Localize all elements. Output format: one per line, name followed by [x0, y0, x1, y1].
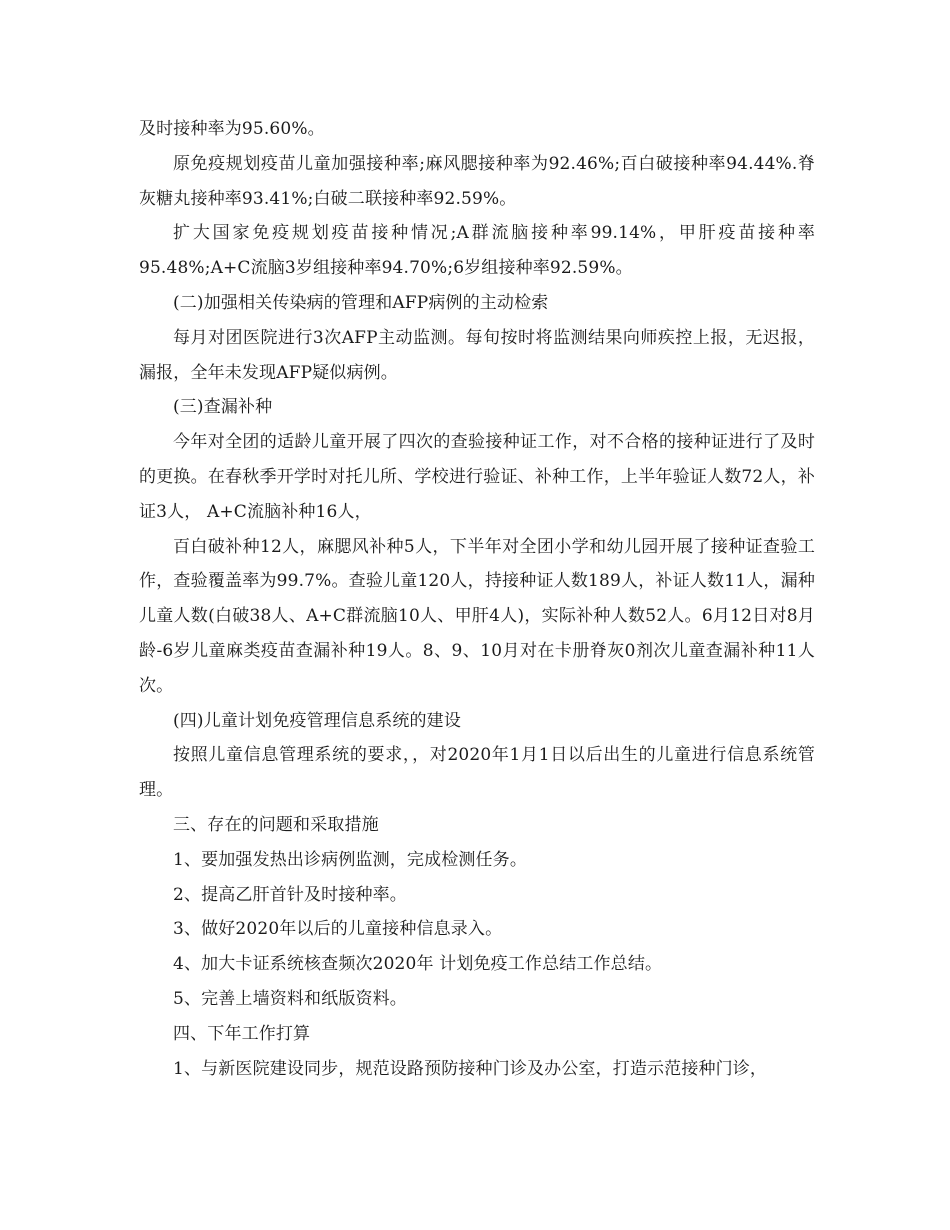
- list-item-problem-1: 1、要加强发热出诊病例监测，完成检测任务。: [173, 849, 527, 870]
- paragraph-catch-up-details: 百白破补种12人，麻腮风补种5人，下半年对全团小学和幼儿园开展了接种证查验工作，查验覆盖率为99.7%。查验儿童120人，持接种证人数189人，补证人数11人，漏种儿童人数(白破38人、A+C群流脑10人、甲肝4人)，实际补种人数52人。6月12日对8月龄-6岁儿童麻类疫苗查漏补种19人。8、9、10月对在卡册脊灰0剂次儿童查漏补种11人次。: [139, 536, 815, 696]
- list-item-problem-4: 4、加大卡证系统核查频次2020年 计划免疫工作总结工作总结。: [173, 954, 663, 975]
- paragraph-afp-monitoring: 每月对团医院进行3次AFP主动监测。每旬按时将监测结果向师疾控上报，无迟报，漏报，全年未发现AFP疑似病例。: [139, 327, 815, 383]
- section-heading-catch-up: (三)查漏补种: [173, 397, 273, 418]
- paragraph-original-vaccine-rates: 原免疫规划疫苗儿童加强接种率;麻风腮接种率为92.46%;百白破接种率94.44%.脊灰糖丸接种率93.41%;白破二联接种率92.59%。: [139, 153, 815, 209]
- paragraph-certificate-check: 今年对全团的适龄儿童开展了四次的查验接种证工作，对不合格的接种证进行了及时的更换。在春秋季开学时对托儿所、学校进行验证、补种工作，上半年验证人数72人，补证3人， A+C流脑补种16人，: [139, 432, 815, 522]
- section-heading-info-system: (四)儿童计划免疫管理信息系统的建设: [173, 710, 461, 731]
- document-body: [139, 112, 815, 1086]
- paragraph-expanded-vaccine-rates: 扩大国家免疫规划疫苗接种情况;A群流脑接种率99.14%，甲肝疫苗接种率95.48%;A+C流脑3岁组接种率94.70%;6岁组接种率92.59%。: [139, 223, 815, 279]
- section-heading-afp: (二)加强相关传染病的管理和AFP病例的主动检索: [173, 292, 549, 313]
- paragraph-info-system: 按照儿童信息管理系统的要求，，对2020年1月1日以后出生的儿童进行信息系统管理。: [139, 745, 815, 801]
- list-item-plan-1: 1、与新医院建设同步，规范设路预防接种门诊及办公室，打造示范接种门诊，: [173, 1058, 768, 1079]
- paragraph-timely-rate: 及时接种率为95.60%。: [139, 119, 325, 139]
- section-heading-problems: 三、存在的问题和采取措施: [173, 814, 379, 835]
- section-heading-next-year: 四、下年工作打算: [173, 1023, 311, 1044]
- list-item-problem-5: 5、完善上墙资料和纸版资料。: [173, 988, 407, 1009]
- list-item-problem-3: 3、做好2020年以后的儿童接种信息录入。: [173, 919, 503, 940]
- list-item-problem-2: 2、提高乙肝首针及时接种率。: [173, 884, 407, 905]
